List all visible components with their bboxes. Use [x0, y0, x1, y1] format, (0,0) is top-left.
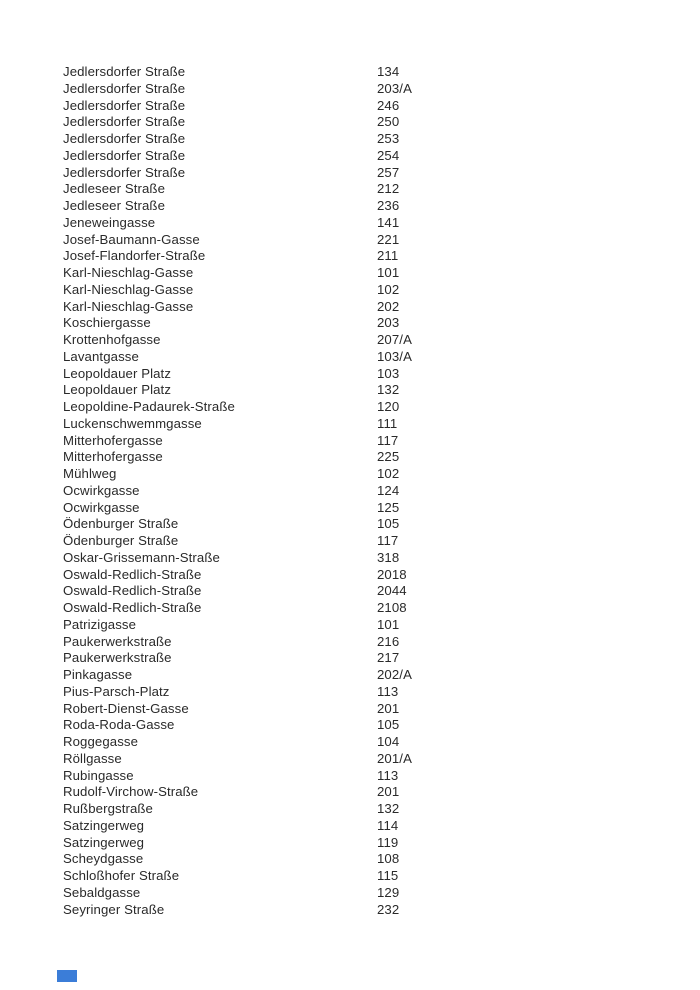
- street-name: Ödenburger Straße: [63, 533, 179, 548]
- street-name: Robert-Dienst-Gasse: [63, 700, 189, 716]
- house-number: 132: [377, 801, 400, 816]
- street-name: Oswald-Redlich-Straße: [63, 566, 202, 582]
- street-name: Seyringer Straße: [63, 901, 165, 917]
- house-number: 318: [377, 549, 400, 565]
- house-number: 203: [377, 315, 400, 331]
- street-name: Leopoldauer Platz: [63, 382, 172, 398]
- house-number: 115: [377, 868, 399, 883]
- street-name: Jedlersdorfer Straße: [63, 147, 186, 163]
- street-name: Schloßhofer Straße: [63, 868, 180, 883]
- house-number: 111: [377, 415, 398, 431]
- list-item: [63, 902, 653, 919]
- house-number: 225: [377, 449, 400, 465]
- street-name: Mitterhofergasse: [63, 449, 163, 465]
- street-name: Röllgasse: [63, 750, 122, 766]
- list-item: [63, 416, 653, 433]
- list-item: [63, 299, 653, 316]
- list-item: [63, 98, 653, 115]
- list-item: [63, 550, 653, 567]
- street-name: Mitterhofergasse: [63, 432, 163, 448]
- house-number: 129: [377, 884, 400, 900]
- house-number: 236: [377, 198, 400, 213]
- street-name: Patrizigasse: [63, 616, 137, 632]
- street-name: Ödenburger Straße: [63, 516, 179, 532]
- street-name: Roda-Roda-Gasse: [63, 717, 175, 733]
- street-name: Jedlersdorfer Straße: [63, 64, 186, 79]
- street-name: Krottenhofgasse: [63, 332, 161, 347]
- house-number: 221: [377, 231, 400, 247]
- street-name: Jedleseer Straße: [63, 198, 166, 213]
- list-item: [63, 433, 653, 450]
- list-item: [63, 801, 653, 818]
- list-item: [63, 851, 653, 868]
- house-number: 101: [377, 616, 400, 632]
- cursor-marker: [57, 970, 77, 982]
- street-name: Paukerwerkstraße: [63, 650, 172, 666]
- street-name: Luckenschwemmgasse: [63, 415, 202, 431]
- house-number: 125: [377, 499, 400, 515]
- house-number: 103: [377, 365, 400, 381]
- list-item: [63, 382, 653, 399]
- list-item: [63, 466, 653, 483]
- street-name: Karl-Nieschlag-Gasse: [63, 265, 194, 280]
- house-number: 207/A: [377, 332, 412, 347]
- list-item: [63, 332, 653, 349]
- house-number: 108: [377, 851, 400, 867]
- list-item: [63, 717, 653, 734]
- list-item: [63, 349, 653, 366]
- house-number: 141: [377, 214, 400, 230]
- house-number: 216: [377, 633, 400, 649]
- list-item: [63, 64, 653, 81]
- list-item: [63, 449, 653, 466]
- street-name: Roggegasse: [63, 734, 139, 749]
- street-name: Koschiergasse: [63, 315, 151, 331]
- list-item: [63, 784, 653, 801]
- list-item: [63, 600, 653, 617]
- street-name: Karl-Nieschlag-Gasse: [63, 298, 194, 314]
- street-name: Oskar-Grissemann-Straße: [63, 549, 220, 565]
- list-item: [63, 399, 653, 416]
- street-name: Rubingasse: [63, 767, 134, 783]
- street-name: Rudolf-Virchow-Straße: [63, 784, 199, 800]
- list-item: [63, 500, 653, 517]
- street-name: Lavantgasse: [63, 348, 139, 364]
- house-number: 113: [377, 767, 399, 783]
- list-item: [63, 751, 653, 768]
- list-item: [63, 265, 653, 282]
- list-item: [63, 248, 653, 265]
- house-number: 120: [377, 399, 400, 414]
- street-name: Satzingerweg: [63, 834, 145, 850]
- list-item: [63, 768, 653, 785]
- house-number: 102: [377, 281, 400, 297]
- street-name: Scheydgasse: [63, 851, 144, 867]
- house-number: 124: [377, 482, 400, 498]
- house-number: 257: [377, 164, 400, 180]
- house-number: 105: [377, 516, 400, 532]
- street-name: Jedlersdorfer Straße: [63, 131, 186, 146]
- street-name: Jeneweingasse: [63, 214, 156, 230]
- house-number: 202: [377, 298, 400, 314]
- list-item: [63, 650, 653, 667]
- street-name: Oswald-Redlich-Straße: [63, 583, 202, 599]
- list-item: [63, 533, 653, 550]
- list-item: [63, 567, 653, 584]
- house-number: 201: [377, 700, 400, 716]
- list-item: [63, 198, 653, 215]
- house-number: 2018: [377, 566, 407, 582]
- list-item: [63, 148, 653, 165]
- street-name: Mühlweg: [63, 466, 117, 481]
- list-item: [63, 131, 653, 148]
- house-number: 253: [377, 131, 400, 146]
- street-name: Oswald-Redlich-Straße: [63, 600, 202, 615]
- list-item: [63, 868, 653, 885]
- house-number: 203/A: [377, 80, 412, 96]
- list-item: [63, 181, 653, 198]
- street-name: Paukerwerkstraße: [63, 633, 172, 649]
- house-number: 104: [377, 734, 400, 749]
- list-item: [63, 366, 653, 383]
- house-number: 217: [377, 650, 400, 666]
- street-name: Pinkagasse: [63, 667, 133, 682]
- list-item: [63, 818, 653, 835]
- house-number: 132: [377, 382, 400, 398]
- list-item: [63, 701, 653, 718]
- street-name: Leopoldauer Platz: [63, 365, 172, 381]
- street-name: Satzingerweg: [63, 817, 145, 833]
- house-number: 117: [377, 432, 399, 448]
- street-name: Jedlersdorfer Straße: [63, 114, 186, 130]
- list-item: [63, 734, 653, 751]
- house-number: 232: [377, 901, 400, 917]
- street-name: Pius-Parsch-Platz: [63, 683, 170, 699]
- list-item: [63, 885, 653, 902]
- street-name: Jedlersdorfer Straße: [63, 164, 186, 180]
- list-item: [63, 583, 653, 600]
- list-item: [63, 215, 653, 232]
- list-item: [63, 684, 653, 701]
- house-number: 202/A: [377, 667, 412, 682]
- street-name: Leopoldine-Padaurek-Straße: [63, 399, 235, 414]
- street-name: Jedleseer Straße: [63, 181, 166, 197]
- street-name: Karl-Nieschlag-Gasse: [63, 281, 194, 297]
- house-number: 101: [377, 265, 400, 280]
- house-number: 201/A: [377, 750, 412, 766]
- house-number: 246: [377, 97, 400, 113]
- house-number: 2044: [377, 583, 407, 599]
- house-number: 134: [377, 64, 400, 79]
- street-name: Josef-Baumann-Gasse: [63, 231, 200, 247]
- list-item: [63, 81, 653, 98]
- list-item: [63, 165, 653, 182]
- house-number: 119: [377, 834, 399, 850]
- house-number: 102: [377, 466, 400, 481]
- house-number: 211: [377, 248, 399, 264]
- street-name: Jedlersdorfer Straße: [63, 80, 186, 96]
- house-number: 114: [377, 817, 399, 833]
- list-item: [63, 282, 653, 299]
- address-list: [63, 64, 653, 918]
- house-number: 103/A: [377, 348, 412, 364]
- list-item: [63, 667, 653, 684]
- street-name: Sebaldgasse: [63, 884, 141, 900]
- list-item: [63, 483, 653, 500]
- house-number: 254: [377, 147, 400, 163]
- house-number: 201: [377, 784, 400, 800]
- list-item: [63, 617, 653, 634]
- street-name: Ocwirkgasse: [63, 482, 140, 498]
- list-item: [63, 114, 653, 131]
- list-item: [63, 232, 653, 249]
- list-item: [63, 315, 653, 332]
- list-item: [63, 634, 653, 651]
- house-number: 212: [377, 181, 400, 197]
- street-name: Josef-Flandorfer-Straße: [63, 248, 206, 264]
- street-name: Ocwirkgasse: [63, 499, 140, 515]
- house-number: 2108: [377, 600, 407, 615]
- street-name: Jedlersdorfer Straße: [63, 97, 186, 113]
- house-number: 117: [377, 533, 399, 548]
- list-item: [63, 835, 653, 852]
- house-number: 105: [377, 717, 400, 733]
- list-item: [63, 516, 653, 533]
- house-number: 250: [377, 114, 400, 130]
- house-number: 113: [377, 683, 399, 699]
- street-name: Rußbergstraße: [63, 801, 153, 816]
